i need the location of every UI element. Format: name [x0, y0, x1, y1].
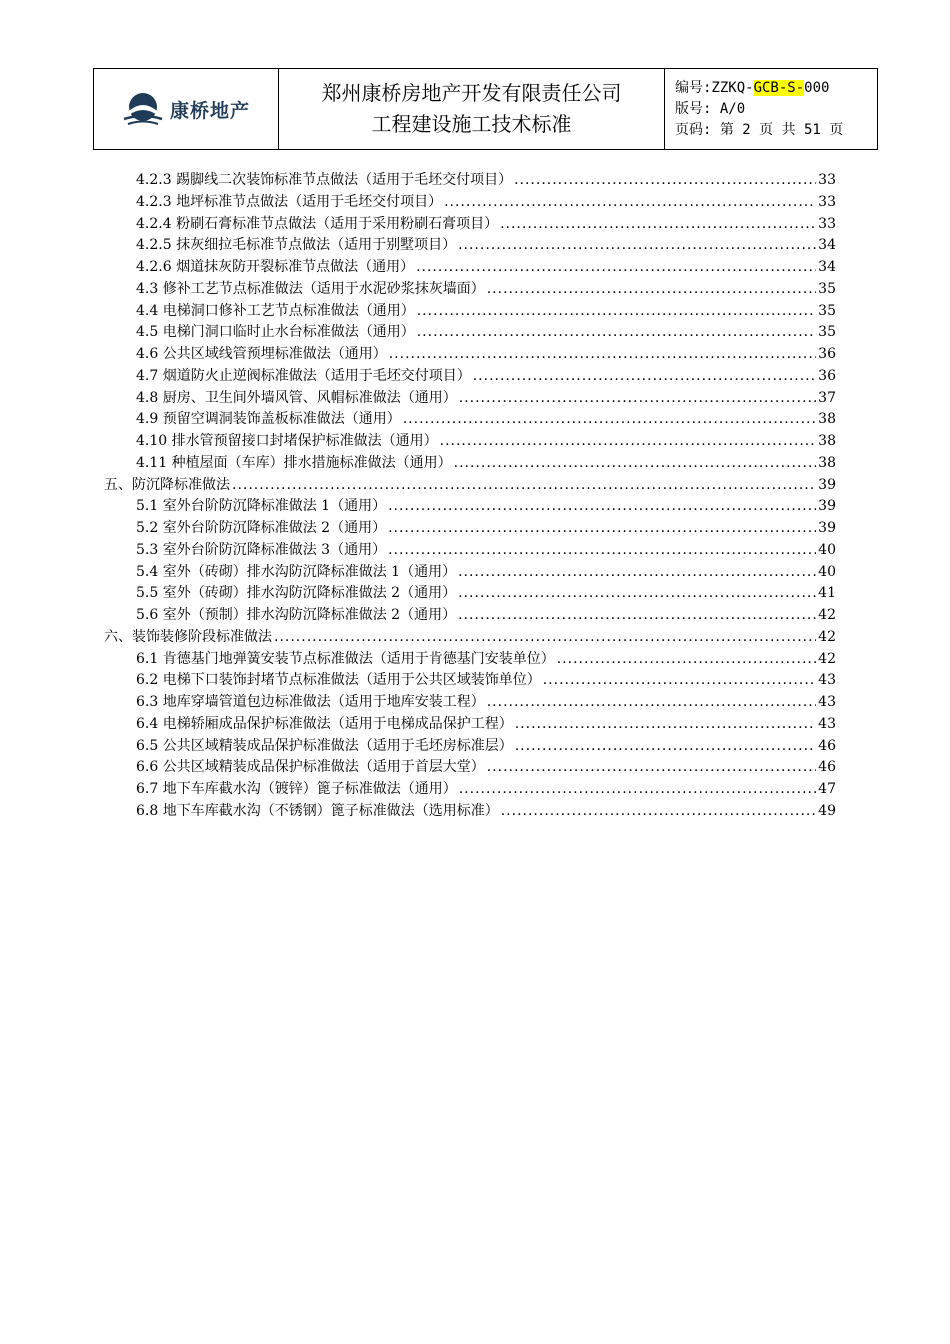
- toc-entry-page: 34: [818, 259, 836, 275]
- toc-entry[interactable]: [104, 300, 836, 322]
- toc-entry-page: 39: [818, 520, 836, 536]
- toc-entry-title: 六、装饰装修阶段标准做法: [104, 628, 272, 645]
- toc-entry-title: 6.1 肯德基门地弹簧安装节点标准做法（适用于肯德基门安装单位）: [136, 650, 555, 667]
- toc-leader-dots: [440, 433, 817, 449]
- toc-leader-dots: [388, 520, 816, 536]
- toc-entry[interactable]: [104, 517, 836, 539]
- toc-leader-dots: [388, 498, 816, 514]
- toc-entry-title: 4.10 排水管预留接口封堵保护标准做法（通用）: [136, 433, 438, 449]
- toc-entry-title: 6.6 公共区域精装成品保护标准做法（适用于首层大堂）: [136, 759, 485, 776]
- toc-entry-page: 33: [818, 172, 836, 188]
- toc-entry-page: 49: [818, 802, 836, 819]
- document-title: 工程建设施工技术标准: [371, 112, 572, 136]
- toc-entry-title: 5.2 室外台阶防沉降标准做法 2（通用）: [136, 520, 387, 536]
- toc-entry[interactable]: [104, 278, 836, 300]
- toc-leader-dots: [403, 411, 816, 427]
- toc-entry-page: 38: [818, 433, 836, 449]
- toc-leader-dots: [487, 281, 816, 297]
- toc-entry-title: 5.1 室外台阶防沉降标准做法 1（通用）: [136, 498, 387, 515]
- toc-entry-title: 4.7 烟道防火止逆阀标准做法（适用于毛坯交付项目）: [136, 367, 471, 384]
- toc-entry-title: 4.8 厨房、卫生间外墙风管、风帽标准做法（通用）: [136, 389, 457, 406]
- toc-leader-dots: [458, 585, 816, 601]
- toc-entry-page: 46: [818, 759, 836, 776]
- toc-leader-dots: [487, 759, 816, 775]
- toc-entry[interactable]: [104, 452, 836, 474]
- toc-entry-page: 36: [818, 367, 836, 384]
- toc-entry[interactable]: [104, 800, 836, 822]
- toc-entry[interactable]: [104, 191, 836, 213]
- toc-entry[interactable]: [104, 561, 836, 583]
- toc-entry-title: 6.7 地下车库截水沟（镀锌）篦子标准做法（通用）: [136, 781, 457, 797]
- toc-entry-title: 5.6 室外（预制）排水沟防沉降标准做法 2（通用）: [136, 607, 457, 623]
- toc-entry-page: 35: [818, 280, 836, 297]
- company-logo-icon: [122, 91, 164, 127]
- doc-code-highlight: GCB-S-: [753, 79, 805, 96]
- toc-leader-dots: [500, 216, 816, 232]
- toc-leader-dots: [232, 477, 816, 493]
- toc-entry-title: 5.5 室外（砖砌）排水沟防沉降标准做法 2（通用）: [136, 585, 457, 602]
- company-name: 郑州康桥房地产开发有限责任公司: [321, 81, 622, 105]
- toc-leader-dots: [501, 803, 816, 819]
- toc-entry-title: 4.6 公共区域线管预埋标准做法（通用）: [136, 346, 387, 362]
- toc-entry[interactable]: [104, 256, 836, 278]
- toc-entry[interactable]: [104, 408, 836, 430]
- toc-entry[interactable]: [104, 604, 836, 626]
- toc-entry[interactable]: [104, 495, 836, 517]
- toc-entry-title: 4.4 电梯洞口修补工艺节点标准做法（通用）: [136, 302, 415, 319]
- toc-entry-page: 33: [818, 215, 836, 232]
- toc-entry-title: 4.11 种植屋面（车库）排水措施标准做法（通用）: [136, 454, 452, 471]
- toc-entry[interactable]: [104, 387, 836, 409]
- toc-entry-page: 42: [818, 628, 836, 645]
- toc-entry-title: 6.5 公共区域精装成品保护标准做法（适用于毛坯房标准层）: [136, 737, 513, 754]
- toc-entry-page: 36: [818, 346, 836, 362]
- toc-entry-page: 34: [818, 237, 836, 254]
- toc-leader-dots: [274, 629, 816, 645]
- toc-entry-title: 6.3 地库穿墙管道包边标准做法（适用于地库安装工程）: [136, 694, 485, 710]
- toc-entry-title: 5.4 室外（砖砌）排水沟防沉降标准做法 1（通用）: [136, 563, 457, 580]
- toc-entry-title: 4.2.6 烟道抹灰防开裂标准节点做法（通用）: [136, 259, 415, 275]
- toc-entry-page: 33: [818, 193, 836, 210]
- toc-leader-dots: [487, 694, 816, 710]
- toc-entry-page: 40: [818, 541, 836, 558]
- toc-entry[interactable]: [104, 691, 836, 713]
- toc-leader-dots: [444, 194, 816, 210]
- title-block: [279, 69, 665, 149]
- toc-entry[interactable]: [104, 582, 836, 604]
- toc-leader-dots: [416, 259, 816, 275]
- toc-entry-page: 39: [818, 476, 836, 493]
- toc-entry-title: 5.3 室外台阶防沉降标准做法 3（通用）: [136, 541, 387, 558]
- toc-leader-dots: [389, 346, 816, 362]
- toc-entry-page: 42: [818, 607, 836, 623]
- toc-entry[interactable]: [104, 778, 836, 800]
- toc-leader-dots: [515, 738, 816, 754]
- toc-entry-title: 4.2.3 踢脚线二次装饰标准节点做法（适用于毛坯交付项目）: [136, 172, 513, 188]
- toc-leader-dots: [417, 303, 816, 319]
- toc-entry[interactable]: [104, 648, 836, 670]
- toc-entry[interactable]: [104, 213, 836, 235]
- toc-entry-title: 4.2.5 抹灰细拉毛标准节点做法（适用于别墅项目）: [136, 237, 457, 254]
- toc-leader-dots: [454, 455, 817, 471]
- toc-entry-title: 4.5 电梯门洞口临时止水台标准做法（通用）: [136, 324, 415, 341]
- toc-leader-dots: [458, 607, 816, 623]
- toc-entry[interactable]: [104, 626, 836, 648]
- toc-entry-page: 41: [818, 585, 836, 602]
- toc-entry[interactable]: [104, 713, 836, 735]
- toc-entry-title: 6.2 电梯下口装饰封堵节点标准做法（适用于公共区域装饰单位）: [136, 672, 541, 689]
- doc-code-prefix: 编号:ZZKQ-: [675, 79, 754, 96]
- logo: [94, 69, 279, 149]
- toc-leader-dots: [459, 781, 816, 797]
- toc-leader-dots: [458, 564, 816, 580]
- toc-entry-page: 35: [818, 324, 836, 341]
- document-header: [93, 68, 878, 150]
- logo-text: 康桥地产: [169, 99, 250, 122]
- toc-entry-page: 42: [818, 650, 836, 667]
- toc-entry-page: 43: [818, 715, 836, 732]
- toc-entry-title: 4.9 预留空调洞装饰盖板标准做法（通用）: [136, 411, 401, 428]
- table-of-contents: [104, 169, 836, 822]
- toc-leader-dots: [543, 672, 816, 688]
- toc-entry[interactable]: [104, 735, 836, 757]
- toc-entry-page: 46: [818, 737, 836, 754]
- doc-info: [665, 69, 877, 149]
- doc-code-suffix: 000: [804, 79, 830, 96]
- toc-leader-dots: [388, 542, 816, 558]
- toc-leader-dots: [458, 237, 816, 253]
- toc-leader-dots: [459, 390, 816, 406]
- toc-entry-page: 43: [818, 694, 836, 710]
- doc-version: 版号: A/0: [675, 100, 746, 117]
- toc-entry-page: 37: [818, 389, 836, 406]
- doc-code: [675, 78, 877, 99]
- toc-entry-title: 6.8 地下车库截水沟（不锈钢）篦子标准做法（选用标准）: [136, 802, 499, 819]
- toc-entry[interactable]: [104, 474, 836, 496]
- toc-entry[interactable]: [104, 539, 836, 561]
- toc-entry-page: 39: [818, 498, 836, 515]
- toc-entry[interactable]: [104, 169, 836, 191]
- toc-entry-page: 38: [818, 411, 836, 428]
- toc-leader-dots: [557, 651, 816, 667]
- toc-entry-page: 40: [818, 563, 836, 580]
- toc-entry-title: 五、防沉降标准做法: [104, 476, 230, 493]
- toc-leader-dots: [417, 324, 816, 340]
- toc-entry-page: 47: [818, 781, 836, 797]
- toc-entry[interactable]: [104, 365, 836, 387]
- toc-entry-page: 38: [818, 454, 836, 471]
- toc-entry[interactable]: [104, 321, 836, 343]
- toc-entry-title: 4.3 修补工艺节点标准做法（适用于水泥砂浆抹灰墙面）: [136, 280, 485, 297]
- toc-entry[interactable]: [104, 343, 836, 365]
- toc-leader-dots: [514, 172, 816, 188]
- toc-entry-title: 6.4 电梯轿厢成品保护标准做法（适用于电梯成品保护工程）: [136, 715, 513, 732]
- toc-entry-title: 4.2.4 粉刷石膏标准节点做法（适用于采用粉刷石膏项目）: [136, 215, 499, 232]
- toc-leader-dots: [515, 716, 816, 732]
- toc-entry-page: 43: [818, 672, 836, 689]
- toc-entry[interactable]: [104, 430, 836, 452]
- toc-entry[interactable]: [104, 756, 836, 778]
- toc-entry[interactable]: [104, 234, 836, 256]
- toc-entry-title: 4.2.3 地坪标准节点做法（适用于毛坯交付项目）: [136, 193, 443, 210]
- toc-entry[interactable]: [104, 669, 836, 691]
- toc-entry-page: 35: [818, 302, 836, 319]
- toc-leader-dots: [473, 368, 816, 384]
- doc-page: 页码: 第 2 页 共 51 页: [675, 121, 844, 138]
